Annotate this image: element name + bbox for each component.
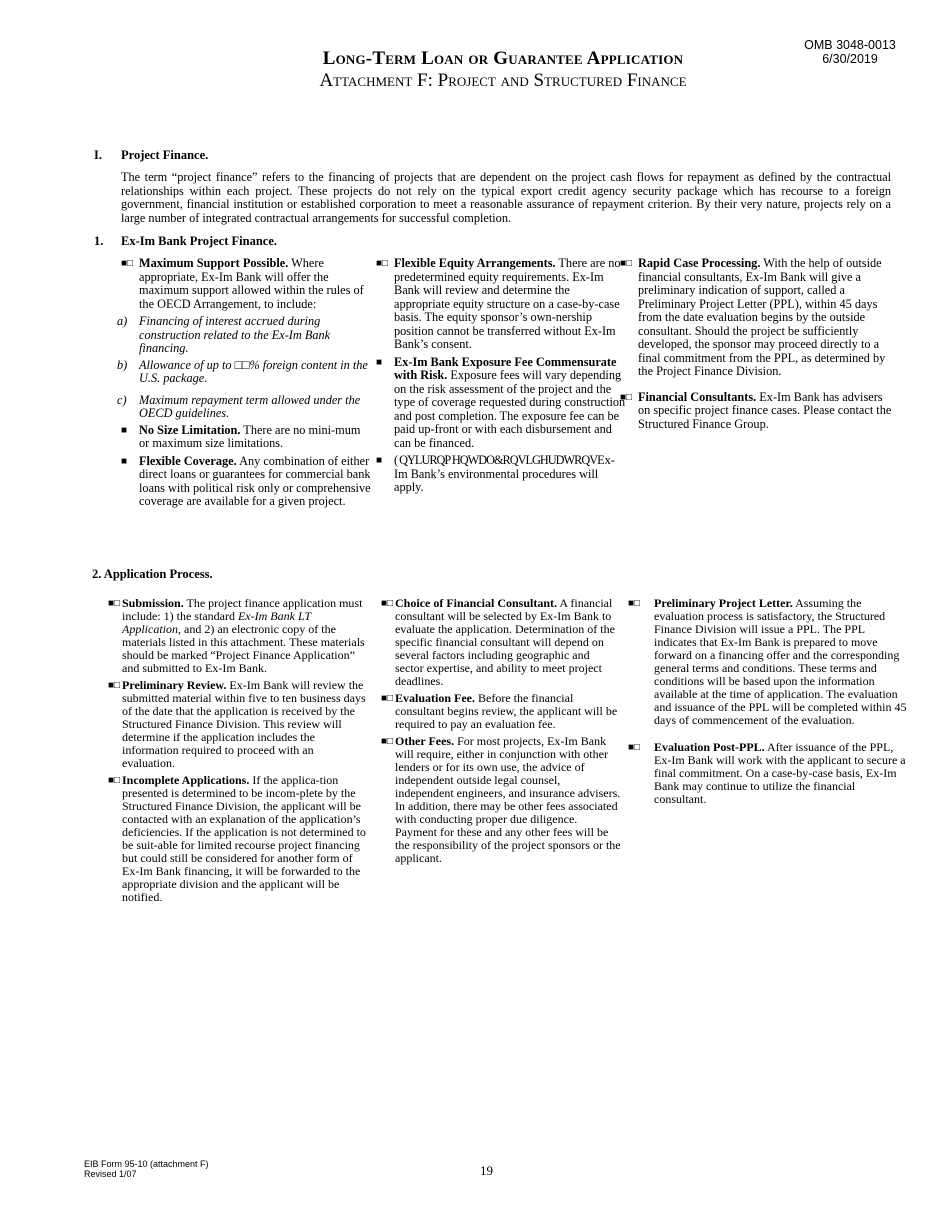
item-text: Any combination of either direct loans or guarantees for commercial bank loans with political risk only or comprehensive coverage are available for a given project. bbox=[139, 453, 371, 508]
form-title: Long-Term Loan or Guarantee Application bbox=[322, 48, 684, 69]
item-text: Where appropriate, Ex-Im Bank will offer the maximum support allowed within the rules of the OECD Arrangement, to include: bbox=[139, 256, 364, 311]
section-1-column-2 bbox=[376, 257, 628, 499]
item-text: If the applica-tion presented is determined to be incom-plete by the Structured Finance Division, the applicant will be contacted with an explanation of the application’s deficiencies. If the application is not determined to be suit-able for limited recourse project financing but could still be considered for another form of Ex-Im Bank financing, it will be forwarded to the appropriate division and the applicant will be notified. bbox=[122, 773, 366, 904]
item-heading: Ex-Im Bank Exposure Fee Commensurate with Risk. bbox=[394, 354, 617, 382]
bullet-icon: ■□ bbox=[108, 598, 121, 609]
item-text: Ex-Im Bank has advisers on specific project finance cases. Please contact the Structured Finance Group. bbox=[638, 389, 892, 431]
omb-date: 6/30/2019 bbox=[822, 52, 878, 66]
item-heading: Other Fees. bbox=[395, 734, 455, 748]
list-item bbox=[121, 455, 371, 509]
section-1-column-3 bbox=[620, 257, 892, 435]
attachment-title: Attachment F: Project and Structured Finance bbox=[319, 70, 687, 91]
section-1-title: Ex-Im Bank Project Finance. bbox=[121, 234, 278, 248]
sub-item-c: c) Maximum repayment term allowed under the OECD guidelines. bbox=[117, 392, 361, 420]
section-i-title: Project Finance. bbox=[121, 148, 209, 162]
item-heading: Flexible Equity Arrangements. bbox=[394, 256, 556, 270]
list-item bbox=[381, 735, 621, 865]
section-1-number: 1. bbox=[94, 234, 104, 248]
item-heading: Flexible Coverage. bbox=[139, 453, 237, 468]
footer-form-number: EIB Form 95-10 (attachment F) bbox=[84, 1159, 209, 1169]
bullet-icon: ■□ bbox=[381, 693, 394, 704]
bullet-icon: ■□ bbox=[108, 680, 121, 691]
item-text: There are no mini-mum or maximum size limitations. bbox=[139, 422, 361, 450]
item-text: The project finance application must include: 1) the standard bbox=[122, 596, 363, 623]
list-item bbox=[620, 257, 892, 379]
section-i-body: The term “project finance” refers to the financing of projects that are dependent on the project cash flows for repayment as defined by the contractual relationships within each project. These projects do not rely on the typical export credit agency security package which has recourse to a foreign government, financial institution or established corporation to meet a reasonable assurance of repayment criterion. By their very nature, projects rely on a large number of integrated contractual arrangements for successful completion. bbox=[121, 170, 891, 225]
bullet-icon: ■□ bbox=[376, 258, 389, 269]
item-heading: No Size Limitation. bbox=[139, 422, 241, 437]
list-item bbox=[376, 356, 628, 451]
list-item bbox=[628, 741, 910, 806]
section-2-column-2 bbox=[381, 597, 621, 869]
bullet-icon: ■□ bbox=[620, 258, 633, 269]
list-item bbox=[376, 454, 628, 495]
item-text: There are no predetermined equity requirements. Ex-Im Bank will review and determine the appropriate equity structure on a case-by-case basis. The equity sponsor’s own-nership position cannot be transferred without Ex-Im Bank’s consent. bbox=[394, 256, 621, 351]
bullet-icon: ■□ bbox=[108, 775, 121, 786]
item-heading: Preliminary Review. bbox=[122, 678, 227, 692]
item-heading-garbled: ( QYLURQP HQWDO&RQVLGHUDWRQV bbox=[394, 453, 598, 467]
item-heading: Submission. bbox=[122, 596, 184, 610]
section-2-title: 2. Application Process. bbox=[92, 567, 213, 581]
list-item bbox=[381, 597, 621, 688]
bullet-icon: ■ bbox=[121, 455, 128, 467]
item-heading: Choice of Financial Consultant. bbox=[395, 596, 558, 610]
section-1-column-1 bbox=[117, 256, 371, 513]
list-item bbox=[628, 597, 910, 727]
list-item bbox=[381, 692, 621, 731]
section-2-column-3 bbox=[628, 597, 910, 810]
item-text: Assuming the evaluation process is satisfactory, the Structured Finance Division will issue a PPL. The PPL indicates that Ex-Im Bank is prepared to move forward on a financing offer and the corresponding general terms and conditions. These terms and conditions will be based upon the information available at the time of application. The evaluation and issuance of the PPL will be completed within 45 days of commencement of the evaluation. bbox=[654, 596, 907, 727]
item-text: Ex-Im Bank’s environmental procedures will apply. bbox=[394, 453, 615, 494]
bullet-icon: ■ bbox=[121, 424, 128, 436]
item-text: A financial consultant will be selected by Ex-Im Bank to evaluate the application. Determination of the specific financial consultant will depend on several factors including geographic and sector expertise, and ability to meet project deadlines. bbox=[395, 596, 615, 688]
item-heading: Evaluation Post-PPL. bbox=[654, 740, 765, 754]
item-heading: Rapid Case Processing. bbox=[638, 256, 761, 270]
bullet-icon: ■□ bbox=[620, 391, 633, 403]
sub-item-a: a) Financing of interest accrued during construction related to the Ex-Im Bank financing. bbox=[117, 314, 331, 355]
item-heading: Maximum Support Possible. bbox=[139, 256, 289, 270]
item-text-italic: Ex-Im Bank LT Application bbox=[122, 609, 311, 636]
item-text: With the help of outside financial consultants, Ex-Im Bank will give a preliminary indication of support, called a Preliminary Project Letter (PPL), within 45 days from the date evaluation begins by the outside consultant. Should the project be sufficiently developed, the sponsor may proceed directly to a final commitment from the PPL, as determined by the Project Finance Division. bbox=[638, 256, 886, 378]
list-item bbox=[108, 597, 368, 675]
page-number: 19 bbox=[480, 1163, 493, 1178]
item-heading: Financial Consultants. bbox=[638, 389, 757, 404]
item-text: Before the financial consultant begins review, the applicant will be required to pay an evaluation fee. bbox=[395, 691, 618, 731]
bullet-icon: ■□ bbox=[381, 598, 394, 609]
bullet-icon: ■ bbox=[376, 356, 383, 368]
bullet-icon: ■□ bbox=[628, 742, 641, 753]
bullet-icon: ■ bbox=[376, 455, 383, 466]
list-item bbox=[121, 424, 371, 451]
sub-item-b: b) Allowance of up to □□% foreign content in the U.S. package. bbox=[117, 357, 368, 385]
bullet-icon: ■□ bbox=[121, 258, 134, 269]
section-2-column-1 bbox=[108, 597, 368, 908]
list-item bbox=[108, 679, 368, 770]
footer-form-info bbox=[84, 1159, 209, 1179]
item-heading: Evaluation Fee. bbox=[395, 691, 475, 705]
section-i-number: I. bbox=[94, 148, 102, 162]
item-text: After issuance of the PPL, Ex-Im Bank will work with the applicant to secure a final commitment. On a case-by-case basis, Ex-Im Bank may continue to utilize the financial consultant. bbox=[654, 740, 906, 806]
omb-number: OMB 3048-0013 bbox=[804, 38, 896, 52]
item-text: Ex-Im Bank will review the submitted material within five to ten business days of the date that the application is received by the Structured Finance Division. This review will determine if the application includes the information required to proceed with an evaluation. bbox=[122, 678, 366, 770]
item-heading: Incomplete Applications. bbox=[122, 773, 250, 787]
bullet-icon: ■□ bbox=[628, 598, 641, 609]
list-item bbox=[620, 391, 892, 432]
item-text: , and 2) an electronic copy of the materials listed in this attachment. These materials should be marked “Project Finance Application” and submitted to Ex-Im Bank. bbox=[122, 622, 365, 675]
item-text: Exposure fees will vary depending on the risk assessment of the project and the type of coverage requested during construction and post completion. The exposure fee can be paid up-front or with each disbursement and can be financed. bbox=[394, 368, 626, 450]
footer-revised: Revised 1/07 bbox=[84, 1169, 137, 1179]
list-item bbox=[108, 774, 368, 904]
bullet-icon: ■□ bbox=[381, 736, 394, 747]
list-item bbox=[376, 257, 628, 352]
item-text: For most projects, Ex-Im Bank will require, either in conjunction with other lenders or for its own use, the advice of independent outside legal counsel, independent engineers, and insurance advisers. In addition, there may be other fees associated with conducting proper due diligence. Payment for these and any other fees will be the responsibility of the project sponsors or the applicant. bbox=[395, 734, 621, 865]
item-heading: Preliminary Project Letter. bbox=[654, 596, 793, 610]
list-item bbox=[121, 257, 371, 311]
